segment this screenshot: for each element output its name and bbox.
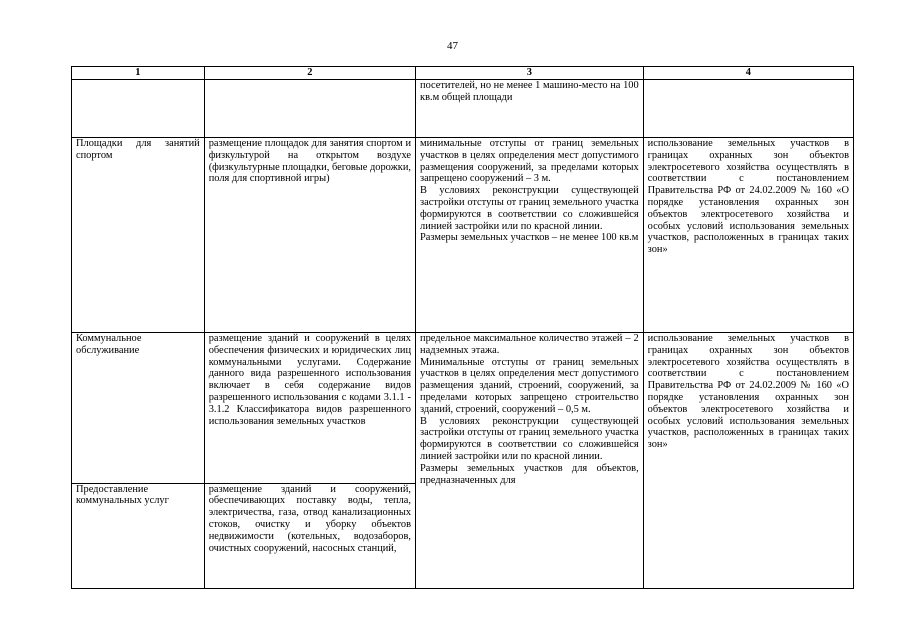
sport-use-description: размещение площадок для занятия спортом и физкультурой на открытом воздухе (физкультурные площадки, беговые дорожки, поля для спортивной игры) — [204, 138, 415, 333]
sport-param-reconstruction: В условиях реконструкции существующей застройки отступы от границ земельного участка формируются в соответствии со сложившейся линией застройки или по красной линии. — [420, 185, 639, 232]
sport-parameters — [416, 138, 644, 333]
services-use-description — [204, 483, 415, 588]
communal-param-plot-size: Размеры земельных участков для объектов, предназначенных для — [420, 462, 639, 486]
continuation-col4 — [643, 80, 853, 138]
communal-param-floors: предельное максимальное количество этажей – 2 надземных этажа. — [420, 333, 639, 356]
continuation-col1 — [72, 80, 205, 138]
table-row-continuation — [72, 80, 854, 138]
sport-use-name: Площадки для занятий спортом — [72, 138, 205, 333]
communal-use-description: размещение зданий и сооружений в целях обеспечения физических и юридических лиц коммунальными услугами. Содержание данного вида разрешенного использования включает в себя содержание видов разрешенного использования с кодами 3.1.1 - 3.1.2 Классификатора видов разрешенного использования земельных участков — [204, 333, 415, 484]
services-use-name: Предоставление коммунальных услуг — [72, 483, 205, 588]
table-header-row — [72, 67, 854, 80]
communal-restrictions-text: использование земельных участков в границах охранных зон объектов электросетевого хозяйства осуществлять в соответствии с постановлением Правительства РФ от 24.02.2009 № 160 «О порядке установления охранных зон объектов электросетевого хозяйства и особых условий использования земельных участков, расположенных в границах таких зон» — [647, 333, 849, 451]
continuation-parking-text: посетителей, но не менее 1 машино-место на 100 кв.м общей площади — [420, 80, 639, 103]
header-col-1: 1 — [72, 67, 205, 80]
continuation-col3 — [416, 80, 644, 138]
communal-param-offsets: Минимальные отступы от границ земельных участков в целях определения мест допустимого размещения зданий, строений, сооружений, за пределами которых запрещено строительство зданий, строений, сооружений – 0,5 м. — [420, 356, 639, 415]
header-col-2: 2 — [204, 67, 415, 80]
page-number: 47 — [447, 40, 458, 52]
communal-parameters — [416, 333, 644, 589]
services-use-description-text: размещение зданий и сооружений, обеспечивающих поставку воды, тепла, электричества, газа, отвод канализационных стоков, очистку и уборку объектов недвижимости (котельных, водозаборов, очистных сооружений, насосных станций, — [208, 483, 412, 554]
header-col-3: 3 — [416, 67, 644, 80]
sport-restrictions: использование земельных участков в границах охранных зон объектов электросетевого хозяйства осуществлять в соответствии с постановлением Правительства РФ от 24.02.2009 № 160 «О порядке установления охранных зон объектов электросетевого хозяйства и особых условий использования земельных участков, расположенных в границах таких зон» — [643, 138, 853, 333]
table-row-communal — [72, 333, 854, 484]
sport-param-offsets: минимальные отступы от границ земельных участков в целях определения мест допустимого размещения сооружений, за пределами которых запрещено сооружений – 3 м. — [420, 138, 639, 185]
table-row-sport — [72, 138, 854, 333]
communal-use-name: Коммунальное обслуживание — [72, 333, 205, 484]
communal-restrictions — [643, 333, 853, 589]
sport-param-plot-size: Размеры земельных участков – не менее 100 кв.м — [420, 232, 639, 244]
header-col-4: 4 — [643, 67, 853, 80]
continuation-col2 — [204, 80, 415, 138]
zoning-table — [71, 66, 854, 589]
communal-param-reconstruction: В условиях реконструкции существующей застройки отступы от границ земельного участка формируются в соответствии со сложившейся линией застройки или по красной линии. — [420, 415, 639, 462]
